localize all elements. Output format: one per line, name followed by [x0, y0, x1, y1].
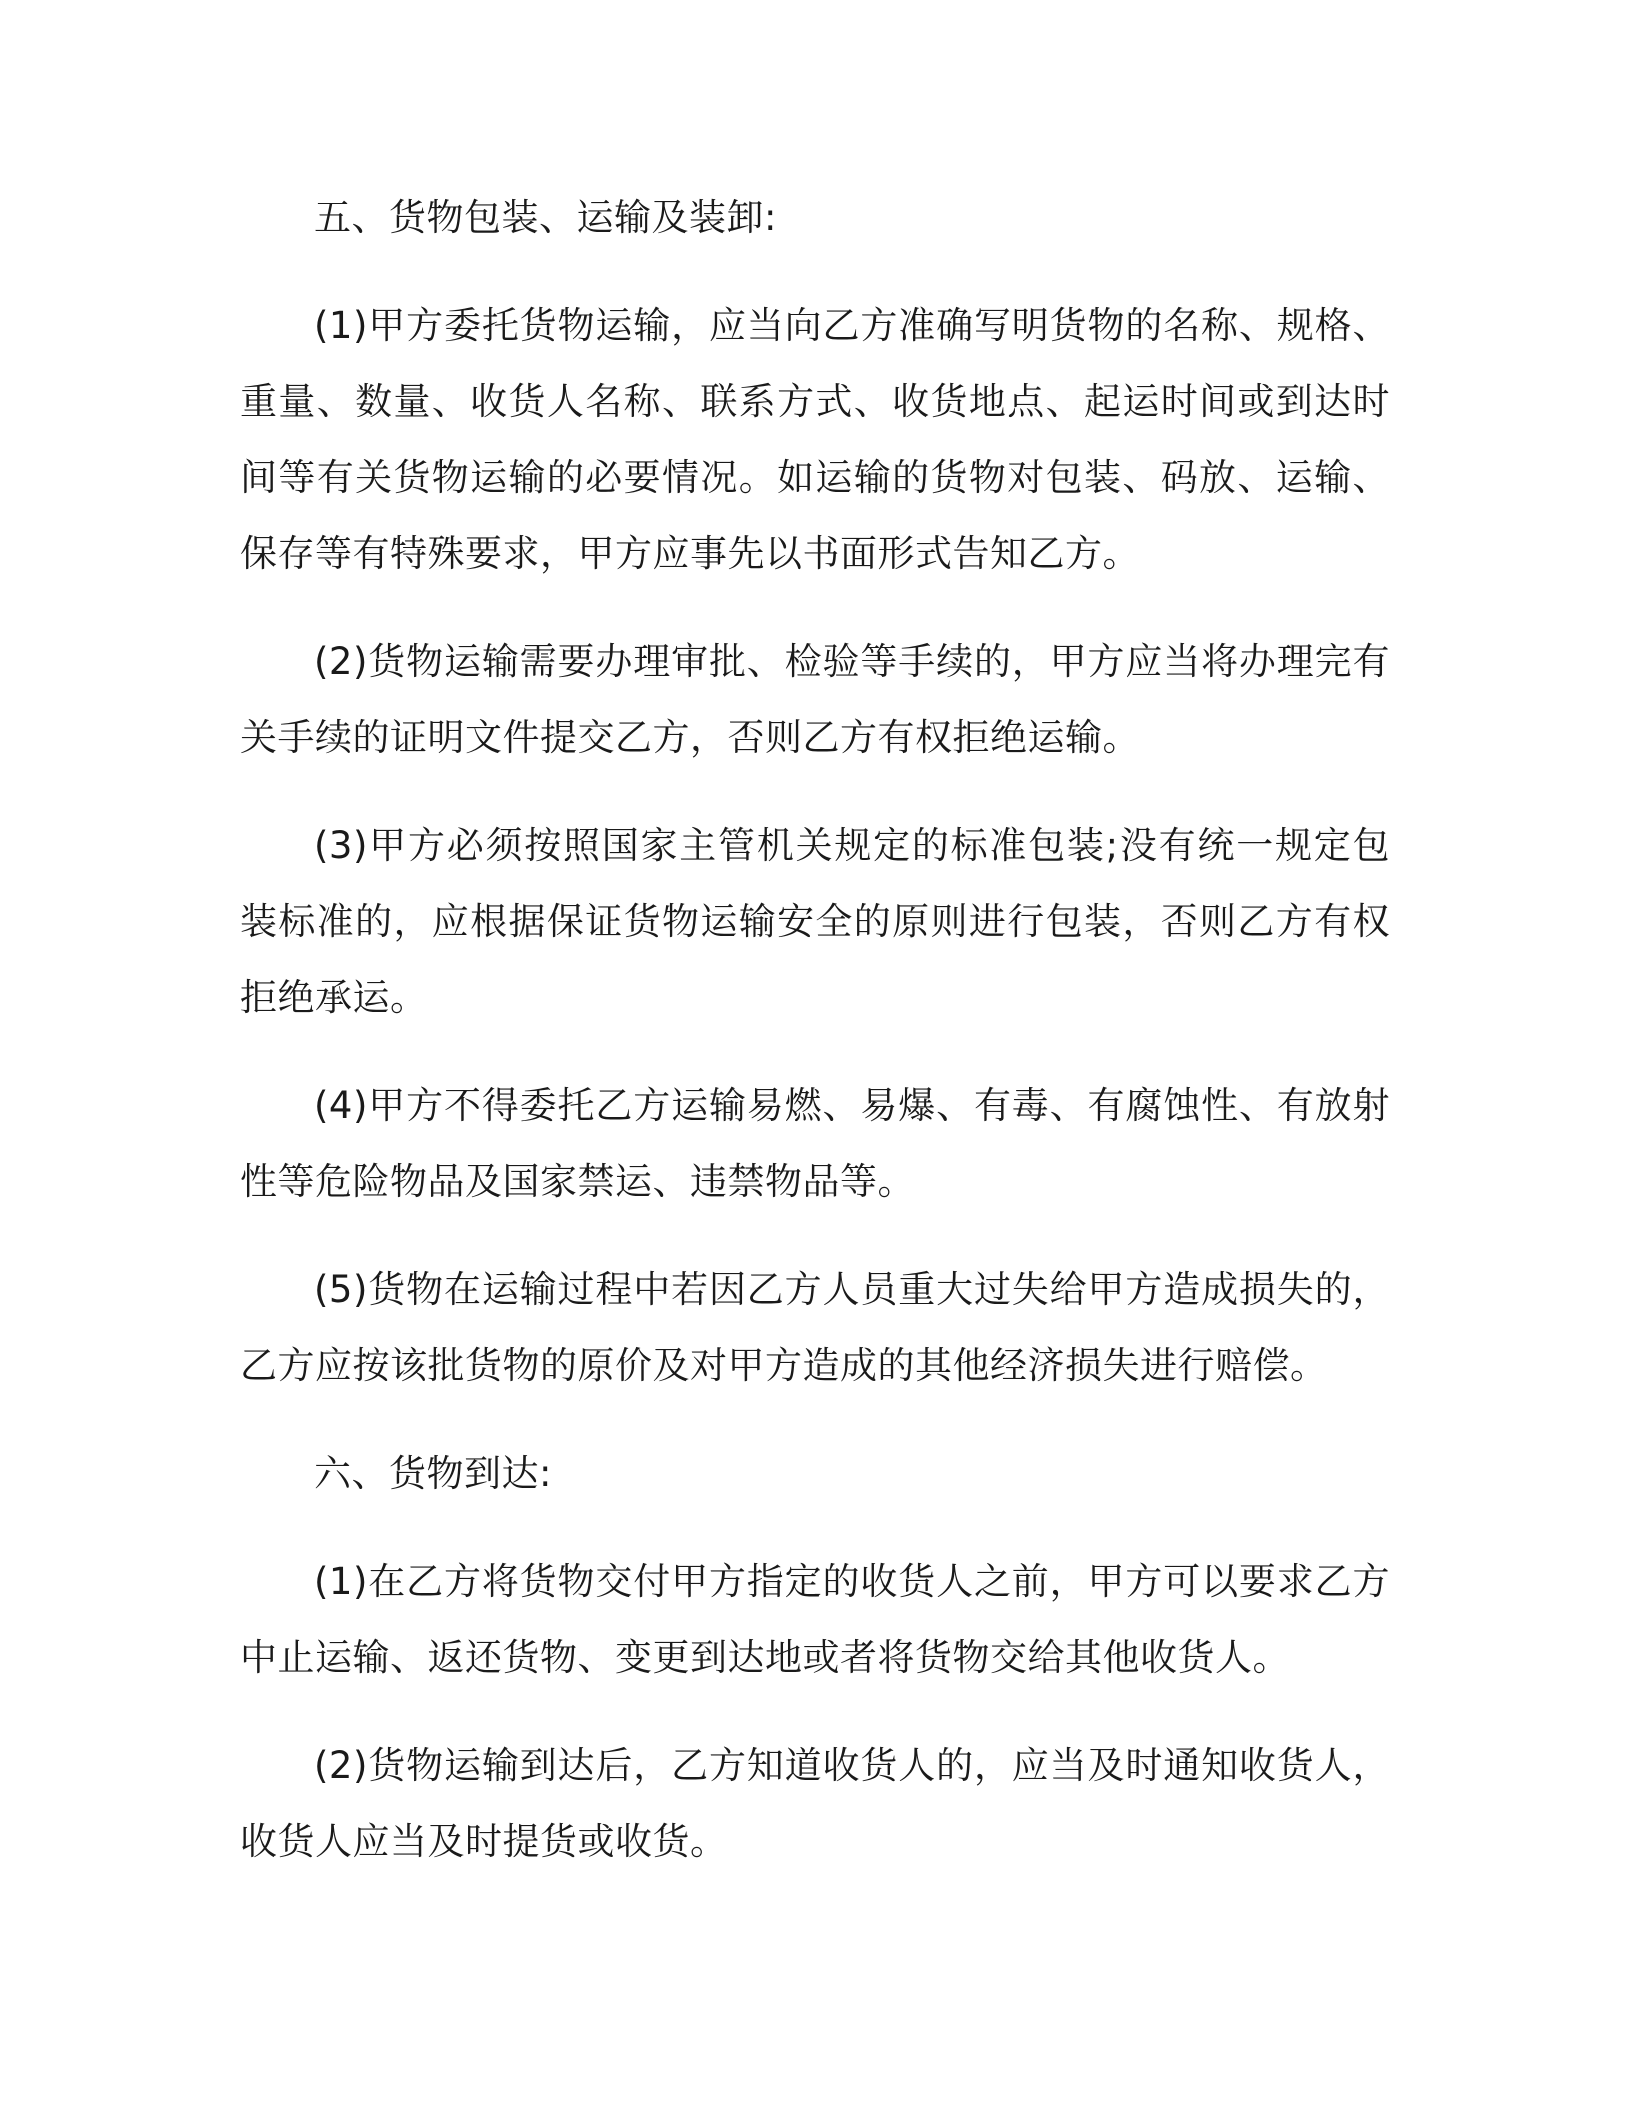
section-6-item-2: (2)货物运输到达后，乙方知道收货人的，应当及时通知收货人，收货人应当及时提货或收货。 [240, 1744, 1390, 1863]
section-6-item-1: (1)在乙方将货物交付甲方指定的收货人之前，甲方可以要求乙方中止运输、返还货物、变更到达地或者将货物交给其他收货人。 [240, 1560, 1390, 1679]
section-5-item-5: (5)货物在运输过程中若因乙方人员重大过失给甲方造成损失的，乙方应按该批货物的原价及对甲方造成的其他经济损失进行赔偿。 [240, 1268, 1390, 1387]
section-5-item-3: (3)甲方必须按照国家主管机关规定的标准包装;没有统一规定包装标准的，应根据保证货物运输安全的原则进行包装，否则乙方有权拒绝承运。 [240, 824, 1390, 1019]
section-6-heading: 六、货物到达: [314, 1452, 552, 1495]
section-5-item-4: (4)甲方不得委托乙方运输易燃、易爆、有毒、有腐蚀性、有放射性等危险物品及国家禁运、违禁物品等。 [240, 1084, 1390, 1203]
section-5-heading: 五、货物包装、运输及装卸: [314, 196, 777, 239]
section-5-item-1: (1)甲方委托货物运输，应当向乙方准确写明货物的名称、规格、重量、数量、收货人名称、联系方式、收货地点、起运时间或到达时间等有关货物运输的必要情况。如运输的货物对包装、码放、运输、保存等有特殊要求，甲方应事先以书面形式告知乙方。 [240, 304, 1390, 575]
document-page [240, 180, 1390, 1912]
section-5-item-2: (2)货物运输需要办理审批、检验等手续的，甲方应当将办理完有关手续的证明文件提交乙方，否则乙方有权拒绝运输。 [240, 640, 1390, 759]
